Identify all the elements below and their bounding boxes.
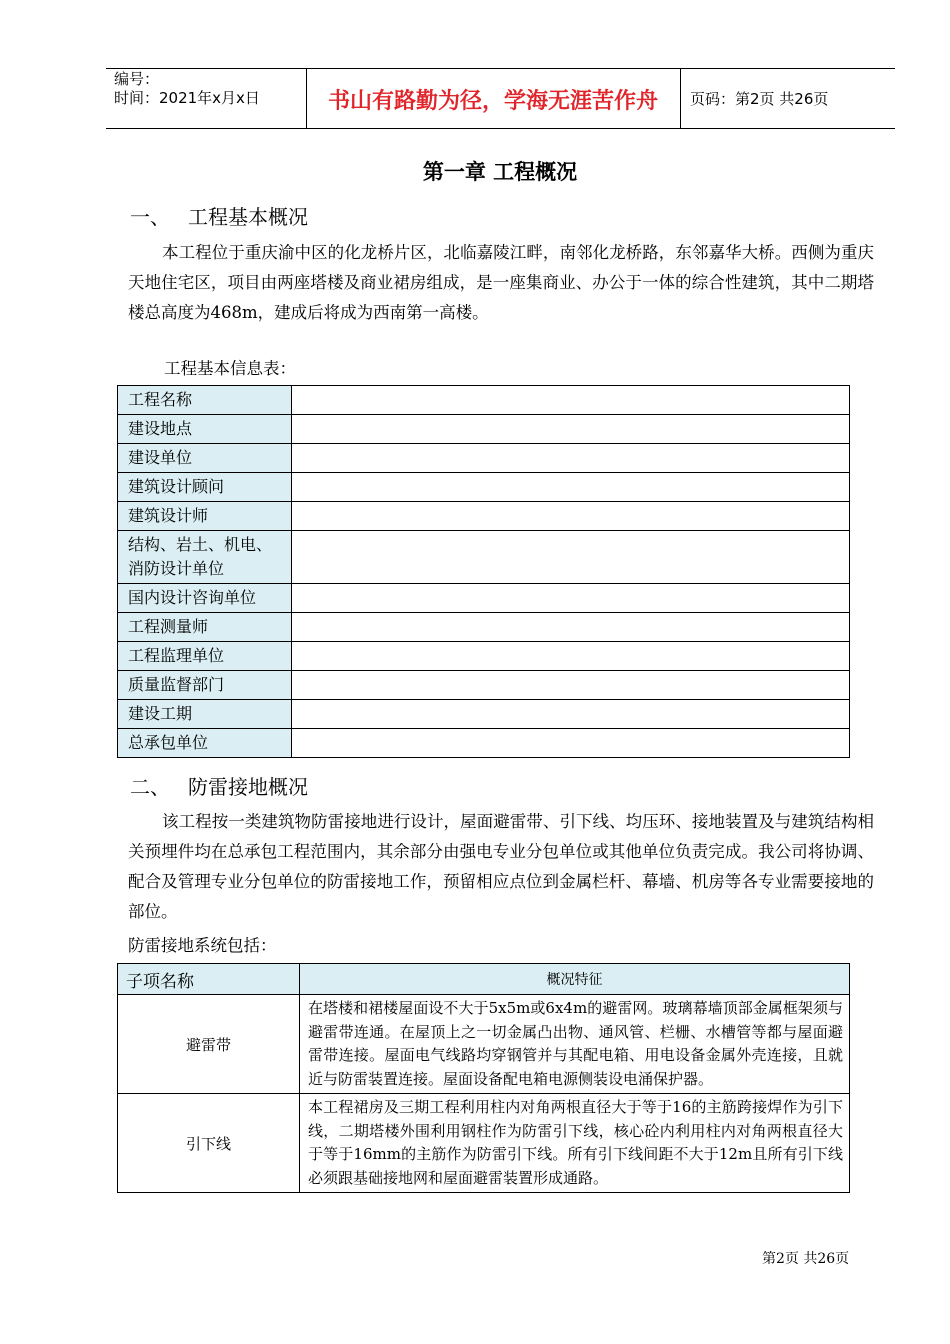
section-title: 防雷接地概况: [188, 775, 308, 799]
footer-page-number: 第2页 共26页: [762, 1251, 850, 1267]
info-key: 质量监督部门: [118, 671, 292, 700]
table-header-row: [118, 964, 850, 995]
info-value: [292, 671, 850, 700]
item-description: 在塔楼和裙楼屋面设不大于5x5m或6x4m的避雷网。玻璃幕墙顶部金属框架须与避雷带连通。在屋顶上之一切金属凸出物、通风管、栏栅、水槽管等都与屋面避雷带连接。屋面电气线路均穿钢管并与其配电箱、用电设备金属外壳连接，且就近与防雷装置连接。屋面设备配电箱电源侧装设电涌保护器。: [300, 995, 850, 1094]
table-row: [118, 995, 850, 1094]
table-row: [118, 502, 850, 531]
header-bottom-rule: [106, 128, 895, 129]
header-meta: [114, 70, 260, 108]
table-row: [118, 531, 850, 584]
table-row: [118, 473, 850, 502]
table-row: [118, 642, 850, 671]
table-row: [118, 584, 850, 613]
project-info-table: [117, 385, 850, 758]
column-header: 子项名称: [118, 964, 300, 995]
info-value: [292, 415, 850, 444]
chapter-title: 第一章 工程概况: [422, 160, 578, 184]
table-row: [118, 444, 850, 473]
column-header: 概况特征: [300, 964, 850, 995]
info-value: [292, 584, 850, 613]
section-heading: [130, 771, 308, 800]
section-heading: [130, 201, 308, 230]
body-paragraph: [128, 238, 874, 328]
document-number-label: 编号：: [114, 70, 160, 88]
section-title: 工程基本概况: [188, 205, 308, 229]
info-value: [292, 444, 850, 473]
table-row: [118, 700, 850, 729]
info-key: 结构、岩土、机电、消防设计单位: [118, 531, 292, 584]
info-value: [292, 386, 850, 415]
table-caption: 工程基本信息表：: [164, 359, 296, 378]
item-description: 本工程裙房及三期工程利用柱内对角两根直径大于等于16的主筋跨接焊作为引下线，二期塔楼外围利用钢柱作为防雷引下线，核心砼内利用柱内对角两根直径大于等于16mm的主筋作为防雷引下线。所有引下线间距不大于12m且所有引下线必须跟基础接地网和屋面避雷装置形成通路。: [300, 1094, 850, 1193]
info-value: [292, 613, 850, 642]
header-top-rule: [106, 68, 895, 69]
info-key: 工程监理单位: [118, 642, 292, 671]
info-value: [292, 700, 850, 729]
header-motto: 书山有路勤为径，学海无涯苦作舟: [327, 89, 658, 114]
info-value: [292, 531, 850, 584]
info-key: 总承包单位: [118, 729, 292, 758]
paragraph-text: 该工程按一类建筑物防雷接地进行设计，屋面避雷带、引下线、均压环、接地装置及与建筑结构相关预埋件均在总承包工程范围内，其余部分由强电专业分包单位或其他单位负责完成。我公司将协调、配合及管理专业分包单位的防雷接地工作，预留相应点位到金属栏杆、幕墙、机房等各专业需要接地的部位。: [128, 812, 874, 921]
info-key: 建筑设计顾问: [118, 473, 292, 502]
info-key: 建设地点: [118, 415, 292, 444]
info-value: [292, 642, 850, 671]
section-number: 二、: [130, 775, 170, 799]
table-row: [118, 671, 850, 700]
document-time-label: 时间：2021年x月x日: [114, 89, 260, 107]
header-divider: [680, 68, 681, 128]
item-name: 避雷带: [118, 995, 300, 1094]
paragraph-text: 本工程位于重庆渝中区的化龙桥片区，北临嘉陵江畔，南邻化龙桥路，东邻嘉华大桥。西侧为重庆天地住宅区，项目由两座塔楼及商业裙房组成，是一座集商业、办公于一体的综合性建筑，其中二期塔楼总高度为468m，建成后将成为西南第一高楼。: [128, 243, 874, 322]
lightning-protection-table: [117, 963, 850, 1193]
info-key: 工程名称: [118, 386, 292, 415]
table-row: [118, 729, 850, 758]
info-key: 建筑设计师: [118, 502, 292, 531]
table-row: [118, 415, 850, 444]
info-key: 国内设计咨询单位: [118, 584, 292, 613]
table-row: [118, 386, 850, 415]
info-key: 建设单位: [118, 444, 292, 473]
body-paragraph: [128, 807, 874, 927]
header-page-number: 页码：第2页 共26页: [690, 90, 829, 108]
table-row: [118, 613, 850, 642]
table-row: [118, 1094, 850, 1193]
info-value: [292, 502, 850, 531]
info-key: 工程测量师: [118, 613, 292, 642]
info-value: [292, 473, 850, 502]
info-key: 建设工期: [118, 700, 292, 729]
info-value: [292, 729, 850, 758]
section-number: 一、: [130, 205, 170, 229]
item-name: 引下线: [118, 1094, 300, 1193]
table-caption: 防雷接地系统包括：: [128, 936, 277, 955]
